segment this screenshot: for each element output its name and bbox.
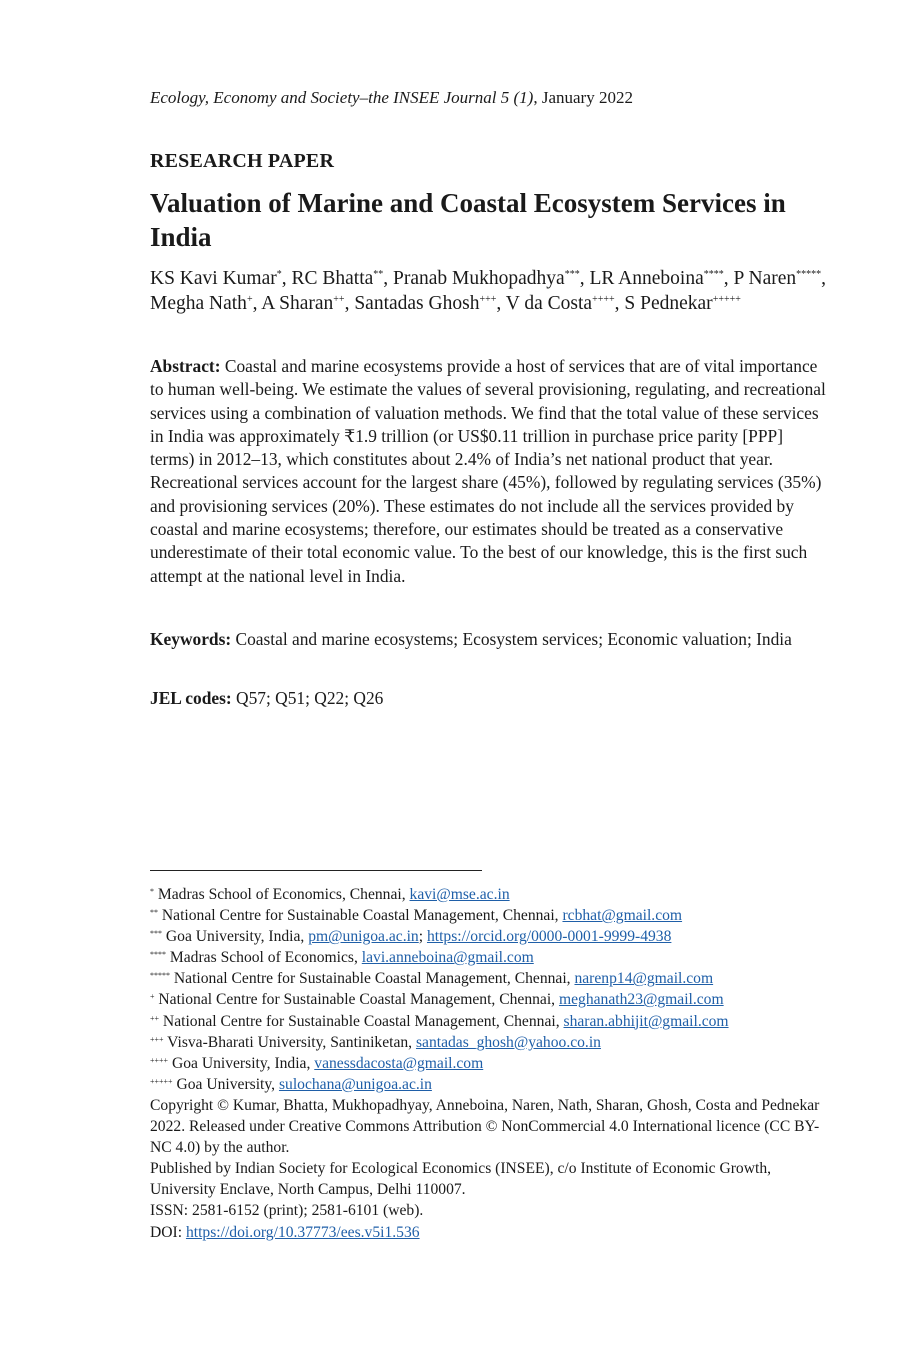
section-label: RESEARCH PAPER: [150, 150, 335, 172]
author-affiliation-mark: *: [276, 269, 282, 280]
author-affiliation-mark: ***: [564, 269, 580, 280]
journal-date: , January 2022: [533, 88, 633, 107]
email-link[interactable]: meghanath23@gmail.com: [558, 991, 724, 1009]
author-name: LR Anneboina: [589, 268, 704, 289]
doi: [150, 1222, 830, 1243]
author-separator: ,: [723, 268, 734, 289]
email-link[interactable]: kavi@mse.ac.in: [409, 886, 510, 903]
jel-text: Q57; Q51; Q22; Q26: [231, 688, 384, 708]
author-separator: ,: [614, 293, 625, 314]
keywords-label: Keywords:: [150, 629, 232, 649]
author-list: [150, 266, 826, 316]
author-affiliation-mark: ++++: [592, 294, 615, 305]
keywords-text: Coastal and marine ecosystems; Ecosystem services; Economic valuation; India: [231, 629, 792, 649]
footnote-mark: *****: [150, 971, 170, 981]
email-link[interactable]: sharan.abhijit@gmail.com: [563, 1012, 729, 1030]
affiliation-footnote: [150, 1032, 830, 1053]
keywords: [150, 628, 826, 651]
author-affiliation-mark: +: [246, 294, 253, 305]
affiliation-footnote: [150, 989, 830, 1010]
author-separator: ,: [579, 268, 590, 289]
footnote-mark: +: [150, 992, 155, 1002]
author-affiliation-mark: *****: [796, 269, 822, 280]
publisher-info: Published by Indian Society for Ecological Economics (INSEE), c/o Institute of Economic Growth, University Enclave, North Campus, Delhi 110007.: [150, 1160, 772, 1199]
author-name: Pranab Mukhopadhya: [393, 268, 565, 289]
email-link[interactable]: narenp14@gmail.com: [574, 970, 714, 988]
author-name: A Sharan: [261, 293, 334, 314]
email-link[interactable]: lavi.anneboina@gmail.com: [361, 949, 534, 967]
footnote-text: National Centre for Sustainable Coastal Management, Chennai,: [170, 970, 575, 988]
author-affiliation-mark: ****: [703, 269, 724, 280]
footnote-text: Madras School of Economics,: [166, 949, 362, 967]
footnotes: [150, 884, 830, 1243]
affiliation-footnote: [150, 884, 830, 905]
author-name: RC Bhatta: [291, 268, 374, 289]
footnote-text: National Centre for Sustainable Coastal Management, Chennai,: [159, 1012, 564, 1030]
author-name: Megha Nath: [150, 293, 247, 314]
footnote-mark: ++: [150, 1013, 160, 1023]
author-name: P Naren: [733, 268, 797, 289]
footnote-mark: *: [150, 887, 154, 896]
abstract-label: Abstract:: [150, 356, 221, 376]
author-separator: ,: [281, 268, 292, 289]
author-separator: ,: [383, 268, 394, 289]
author-separator: ,: [252, 293, 262, 314]
email-link[interactable]: pm@unigoa.ac.in: [308, 928, 419, 946]
affiliation-footnote: [150, 1053, 830, 1074]
footnote-mark: **: [150, 908, 158, 918]
footnote-divider: [150, 870, 482, 871]
author-name: Santadas Ghosh: [354, 293, 480, 314]
abstract: [150, 355, 826, 588]
email-link[interactable]: rcbhat@gmail.com: [562, 907, 683, 925]
author-name: S Pednekar: [624, 293, 713, 314]
copyright-notice: Copyright © Kumar, Bhatta, Mukhopadhyay, Anneboina, Naren, Nath, Sharan, Ghosh, Costa and Pednekar 2022. Released under Creative Commons Attribution © NonCommercial 4.0 International licence (CC BY-NC 4.0) by the author.: [150, 1096, 820, 1157]
author-separator: ,: [344, 293, 355, 314]
author-affiliation-mark: ++: [333, 294, 345, 305]
affiliation-footnote: [150, 905, 830, 926]
jel-codes: [150, 687, 383, 710]
affiliation-footnote: *** Goa University, India, pm@unigoa.ac.in; https://orcid.org/0000-0001-9999-4938: [150, 928, 672, 946]
author-name: KS Kavi Kumar: [150, 268, 277, 289]
affiliation-footnote: [150, 1011, 830, 1032]
footnote-text: National Centre for Sustainable Coastal Management, Chennai,: [158, 907, 563, 925]
footnote-mark: ***: [150, 929, 162, 939]
author-affiliation-mark: +++++: [712, 294, 741, 305]
jel-label: JEL codes:: [150, 688, 232, 708]
affiliation-footnote: [150, 968, 830, 989]
footnote-text: Goa University, India,: [168, 1054, 315, 1072]
issn: ISSN: 2581-6152 (print); 2581-6101 (web).: [150, 1202, 424, 1220]
journal-name: Ecology, Economy and Society–the INSEE Journal 5 (1): [150, 88, 534, 107]
author-name: V da Costa: [505, 293, 593, 314]
doi-label: DOI:: [150, 1223, 186, 1241]
email-link[interactable]: sulochana@unigoa.ac.in: [278, 1075, 432, 1093]
footnote-text: Madras School of Economics, Chennai,: [154, 886, 410, 903]
author-separator: ,: [821, 268, 827, 289]
journal-header: [150, 88, 633, 108]
footnote-text: Goa University,: [172, 1075, 279, 1093]
author-affiliation-mark: **: [373, 269, 384, 280]
author-affiliation-mark: +++: [479, 294, 497, 305]
author-separator: ,: [496, 293, 506, 314]
footnote-text: Visva-Bharati University, Santiniketan,: [163, 1033, 416, 1051]
paper-title: Valuation of Marine and Coastal Ecosystem Services in India: [150, 188, 786, 252]
orcid-link[interactable]: https://orcid.org/0000-0001-9999-4938: [426, 928, 672, 946]
affiliation-footnote: [150, 947, 830, 968]
footnote-text: National Centre for Sustainable Coastal Management, Chennai,: [154, 991, 559, 1009]
abstract-text: Coastal and marine ecosystems provide a host of services that are of vital importance to human well-being. We estimate the values of several provisioning, regulating, and recreational services using a combination of valuation methods. We find that the total value of these services in India was approximately ₹1.9 trillion (or US$0.11 trillion in purchase price parity [PPP] terms) in 2012–13, which constitutes about 2.4% of India’s net national product that year. Recreational services account for the largest share (45%), followed by regulating services (35%) and provisioning services (20%). These estimates do not include all the services provided by coastal and marine ecosystems; therefore, our estimates should be treated as a conservative underestimate of their total economic value. To the best of our knowledge, this is the first such attempt at the national level in India.: [150, 356, 826, 586]
footnote-mark: +++: [150, 1034, 164, 1044]
affiliation-list: [150, 884, 830, 1095]
footnote-mark: ****: [150, 950, 166, 960]
footnote-mark: ++++: [150, 1055, 169, 1065]
email-link[interactable]: santadas_ghosh@yahoo.co.in: [415, 1033, 601, 1051]
doi-link[interactable]: https://doi.org/10.37773/ees.v5i1.536: [185, 1223, 420, 1241]
footnote-text: Goa University, India,: [162, 928, 309, 946]
affiliation-footnote: [150, 1074, 830, 1095]
email-link[interactable]: vanessdacosta@gmail.com: [314, 1054, 484, 1072]
footnote-mark: +++++: [150, 1076, 173, 1086]
